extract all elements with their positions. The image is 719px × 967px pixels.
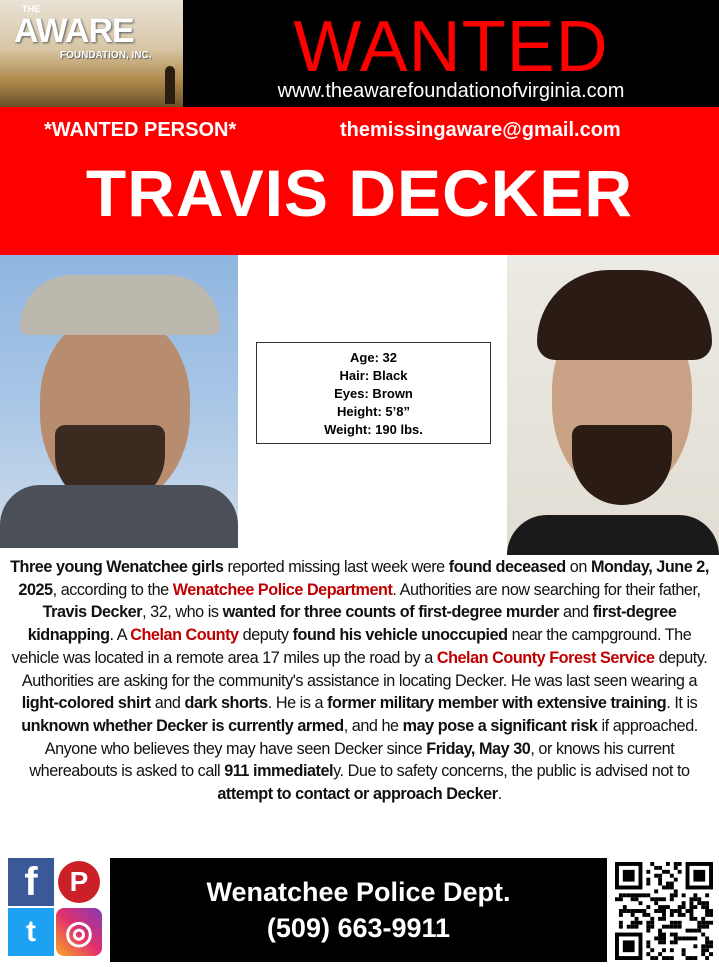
instagram-glyph: ◎ [65,914,93,950]
bold-text: first-degree kidnapping [27,603,677,645]
hair: Hair: Black [339,368,408,383]
bold-text: dark shorts [184,694,268,713]
body-text: . A [109,626,131,645]
bold-text: may pose a significant risk [402,716,598,735]
body-text: if approached. Anyone who believes they may have seen Decker since [44,716,698,758]
body-text: near the campground. The vehicle was located in a remote area 17 miles up the road by a [11,626,692,667]
website-link[interactable]: www.theawarefoundationofvirginia.com [277,80,625,102]
body-text: . It is [666,694,698,713]
bold-text: former military member with extensive training [327,694,667,713]
silhouette-figure [165,66,175,104]
pinterest-icon[interactable] [56,858,102,906]
logo-text: FOUNDATION, INC. [60,50,152,61]
body-text: , and he [343,716,403,735]
social-icons [8,858,104,958]
contact-box [110,858,607,962]
height: Height: 5’8” [337,404,410,419]
header-bar [183,0,719,107]
bold-text: Friday, May 30 [426,739,531,758]
facebook-icon[interactable] [8,858,54,906]
qr-code[interactable] [614,862,714,960]
body-text: deputy. Authorities are asking for the community's assistance in locating Decker. He was last seen wearing a [21,648,708,690]
facebook-glyph: f [24,859,38,904]
body-text: . [497,785,502,804]
bold-text: found his vehicle unoccupied [292,626,508,645]
logo-text: AWARE [14,12,134,50]
body-text: , according to the [52,580,173,599]
bold-text: unknown whether Decker is currently armed [21,716,344,735]
body-text: deputy [238,626,293,645]
body-text: y. Due to safety concerns, the public is advised not to [333,762,690,781]
highlight-red-text: Chelan County [130,626,239,645]
bold-text: light-colored shirt [21,694,151,713]
body-text: . Authorities are now searching for their father, [392,580,701,599]
bold-text: 911 immediatel [224,762,334,781]
phone-number[interactable]: (509) 663-9911 [266,913,451,943]
suspect-photo-left [0,255,238,548]
bold-text: found deceased [448,558,566,576]
logo-text: THE [22,4,40,14]
aware-foundation-logo [0,0,183,107]
body-text: and [558,603,593,622]
bold-text: attempt to contact or approach Decker [217,785,498,804]
eyes: Eyes: Brown [334,386,413,401]
body-text: on [565,558,591,576]
bold-text: Travis Decker [42,603,143,622]
body-text: , or knows his current whereabouts is asked to call [29,739,675,781]
bold-text: wanted for three counts of first-degree murder [222,603,559,622]
agency-name: Wenatchee Police Dept. [206,877,511,907]
pinterest-glyph: P [58,861,100,903]
wanted-title: WANTED [293,7,609,87]
age: Age: 32 [350,350,397,365]
wanted-person-label: *WANTED PERSON* [44,119,237,141]
suspect-name: TRAVIS DECKER [85,156,634,230]
body-text: , 32, who is [142,603,223,622]
email-link[interactable]: themissingaware@gmail.com [340,119,621,141]
twitter-icon[interactable] [8,908,54,956]
highlight-red-text: Wenatchee Police Department [172,580,393,599]
body-text: reported missing last week were [223,558,449,576]
body-text: . He is a [267,694,328,713]
case-description [4,556,715,806]
bold-text: Three young Wenatchee girls [10,558,224,576]
weight: Weight: 190 lbs. [324,422,423,437]
suspect-photo-right [507,255,719,555]
physical-description-box [256,342,491,444]
highlight-red-text: Chelan County Forest Service [436,648,655,667]
twitter-glyph: t [26,915,36,948]
bold-text: Monday, June 2, 2025 [18,558,709,599]
body-text: and [150,694,185,713]
instagram-icon[interactable] [56,908,102,956]
red-banner [0,107,719,255]
